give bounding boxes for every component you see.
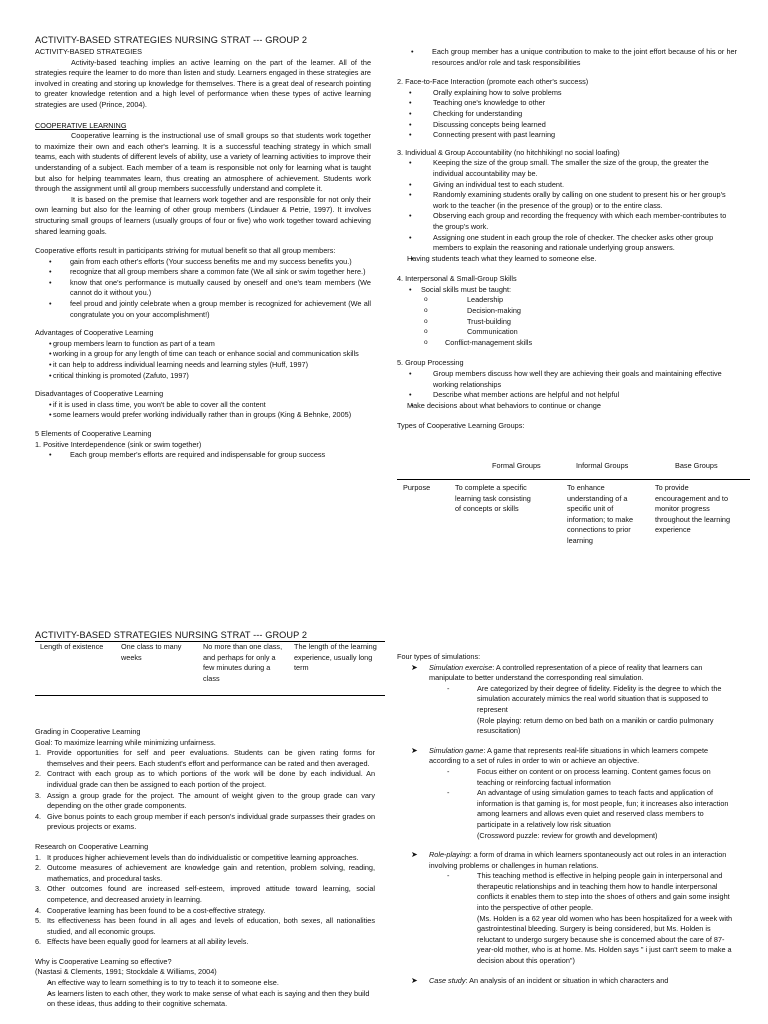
table-header-formal: Formal Groups	[492, 461, 541, 470]
list-item: • Observing each group and recording the frequency with which each member-contributes to the group's work.	[397, 211, 737, 232]
dash-item: - Focus either on content or on process learning. Content games focus on teaching or reinforcing factual information	[447, 766, 711, 787]
example: (Ms. Holden is a 62 year old women who has been hospitalized for a week with gastrointestinal bleeding. Surgery is being considered, but Ms. Holden is reluctant to undergo surgery because she is concerned about the care of 87-year-old mother, who is at home. Ms. Holden says " i just can't seem to make a decision about this operation")	[477, 913, 733, 966]
subtitle: ACTIVITY-BASED STRATEGIES	[35, 47, 143, 56]
element-3-title: 3. Individual & Group Accountability (no hitchhiking! no social loafing)	[397, 147, 620, 157]
element-1-title: 1. Positive Interdependence (sink or swim together)	[35, 439, 202, 449]
element-4-list	[397, 285, 737, 296]
list-item: • Having students teach what they learned to someone else.	[397, 254, 737, 265]
list-item: 2. Contract with each group as to which portions of the work will be done by each individual. An individual grade can then be assigned to each portion of the project.	[35, 769, 375, 789]
efforts-intro: Cooperative efforts result in participants striving for mutual benefit so that all group members:	[35, 246, 336, 256]
right-column	[397, 652, 733, 986]
list-item: • working in a group for any length of time can teach or enhance social and communication skills	[35, 349, 371, 360]
list-item: • Each group member has a unique contribution to make to the joint effort because of his or her resources and/or role and task responsibilities	[397, 47, 737, 68]
list-item: o Communication	[397, 327, 737, 338]
why-citation: (Nastasi & Clements, 1991; Stockdale & Williams, 2004)	[35, 967, 217, 977]
list-item: • Keeping the size of the group small. The smaller the size of the group, the greater the individual accountability may be.	[397, 158, 737, 179]
case-study: ➤ Case study: An analysis of an incident or situation in which characters and	[411, 975, 669, 985]
dash-item: - An advantage of using simulation games to teach facts and application of information is that gaming is, for most people, fun; it increases also interaction among learners and allows even quiet and reserved class members to participate in a relatively low risk situation	[447, 788, 729, 829]
arrow-icon: ➤	[411, 662, 418, 672]
disadvantages-title: Disadvantages of Cooperative Learning	[35, 389, 164, 399]
simulation-game: ➤ Simulation game: A game that represents real-life situations in which learners compete according to a set of rules in order to win or achieve an objective. - Focus either on content or on process learning. Content games focus on teaching or reinforcing factual information - An advantage of using simulation games to teach facts and application of information is that gaming is, for most people, fun; it increases also interaction among learners and allows even quiet and reserved class members to participate in a relatively low risk situation (Crossword puzzle: review for growth and development)	[397, 746, 733, 841]
research-title: Research on Cooperative Learning	[35, 841, 149, 851]
grading-title: Grading in Cooperative Learning	[35, 727, 141, 736]
list-item: • if it is used in class time, you won't be able to cover all the content	[35, 400, 371, 411]
grading-goal: Goal: To maximize learning while minimizing unfairness.	[35, 737, 216, 747]
page-2	[0, 600, 768, 1024]
list-item: • Make decisions about what behaviors to continue or change	[397, 401, 737, 412]
left-column	[35, 727, 375, 1010]
table-cell-informal: To enhance understanding of a specific unit of information; to make connections to prior learning	[567, 483, 634, 545]
why-list	[35, 978, 375, 1010]
example: (Role playing: return demo on bed bath on a manikin or cardio pulmonary resuscitation)	[477, 715, 714, 736]
list-item: • it can help to address individual learning needs and learning styles (Huff, 1997)	[35, 360, 371, 371]
list-item: • know that one's performance is mutually caused by oneself and one's team members (We cannot do it without you.)	[35, 278, 371, 299]
coop-title: COOPERATIVE LEARNING	[35, 120, 127, 130]
element-3-list-extra	[397, 254, 737, 265]
table-rule	[397, 479, 750, 480]
element-2-title: 2. Face-to-Face Interaction (promote each other's success)	[397, 77, 589, 87]
list-item: 3. Assign a group grade for the project. The amount of weight given to the group grade can vary depending on the other grade components.	[35, 790, 375, 811]
table-cell-informal: No more than one class, and perhaps for only a few minutes during a class	[203, 642, 283, 683]
list-item: • group members learn to function as part of a team	[35, 339, 371, 350]
table-cell-base: To provide encouragement and to monitor progress throughout the learning experience	[655, 483, 731, 535]
list-item: • feel proud and jointly celebrate when a group member is recognized for achievement (We all congratulate you on your accomplishment!)	[35, 299, 371, 320]
table-row-label: Purpose	[403, 483, 431, 492]
page-header: ACTIVITY-BASED STRATEGIES NURSING STRAT --- GROUP 2	[35, 630, 308, 640]
advantages-title: Advantages of Cooperative Learning	[35, 328, 154, 338]
table-header-base: Base Groups	[675, 461, 718, 470]
list-item: o Trust-building	[397, 317, 737, 328]
list-item: • Teaching one's knowledge to other	[397, 98, 737, 109]
list-item: 4. Give bonus points to each group member if each person's individual grade surpasses their grades on previous projects or exams.	[35, 811, 375, 832]
dash-item: - Are categorized by their degree of fidelity. Fidelity is the degree to which the simulation accurately mimics the real world situation that is supposed to represent	[447, 683, 722, 714]
social-skills-list	[397, 295, 737, 348]
efforts-list	[35, 257, 371, 321]
example: (Crossword puzzle: review for growth and development)	[477, 830, 658, 840]
types-title: Types of Cooperative Learning Groups:	[397, 421, 525, 431]
list-item: • Checking for understanding	[397, 109, 737, 120]
page-header: ACTIVITY-BASED STRATEGIES NURSING STRAT --- GROUP 2	[35, 35, 308, 45]
list-item: 5. Its effectiveness has been found in all ages and levels of education, both sexes, all nationalities studied, and all economic groups.	[35, 916, 375, 936]
list-item: • critical thinking is promoted (Zafuto, 1997)	[35, 371, 371, 382]
list-item: o Conflict-management skills	[397, 338, 737, 349]
list-item: • Orally explaining how to solve problems	[397, 88, 737, 99]
five-elements-title: 5 Elements of Cooperative Learning	[35, 429, 152, 438]
list-item: 1. Provide opportunities for self and peer evaluations. Students can be given rating forms for themselves and their peers. Each student's effort and performance can be rated and then averaged.	[35, 748, 375, 768]
list-item: • Giving an individual test to each student.	[397, 180, 737, 191]
table-bottom-rule	[35, 695, 385, 696]
left-column	[35, 47, 371, 461]
element-4-title: 4. Interpersonal & Small-Group Skills	[397, 274, 517, 284]
element-1-list-continued	[397, 47, 737, 68]
simulations-list	[397, 663, 733, 987]
list-item: • An effective way to learn something is to try to teach it to someone else.	[35, 978, 375, 989]
list-item: 3. Other outcomes found are increased self-esteem, improved attitude toward learning, social competence, and decreased anxiety in learning.	[35, 884, 375, 904]
table-cell-formal: One class to many weeks	[121, 642, 182, 662]
role-playing: ➤ Role-playing: a form of drama in which learners spontaneously act out roles in an interaction involving problems or challenges in human relations. - This teaching method is effective in helping people gain in interpersonal and therapeutic relationships and in teaching them how to handle interpersonal conflicts it enables them to step into the shoes of others and gain some insight into the perspective of other people. (Ms. Holden is a 62 year old women who has been hospitalized for a week with gastrointestinal bleeding. Surgery is being considered, but Ms. Holden is reluctant to undergo surgery because she is concerned about the care of 87-year-old mother, who is at home. Ms. Holden says " i just can't seem to make a decision about this operation")	[397, 850, 733, 967]
arrow-icon: ➤	[411, 745, 418, 755]
list-item: 4. Cooperative learning has been found to be a cost-effective strategy.	[35, 905, 266, 915]
coop-paragraph-1: Cooperative learning is the instructional use of small groups so that students work together to maximize their own and each other's learning. It is a successful teaching strategy in which small teams, each with students of different levels of ability, use a variety of learning activities to improve their understanding of a subject. Each member of a team is responsible not only for learning what is taught but also for helping teammates learn, thus creating an atmosphere of achievement. Students work through the assignment until all group members successfully understand and complete it.	[35, 131, 371, 194]
dash-item: - This teaching method is effective in helping people gain in interpersonal and therapeutic relationships and in teaching them how to handle interpersonal conflicts it enables them to step into the shoes of others and gain some insight into the perspective of other people.	[447, 871, 730, 913]
list-item: • Social skills must be taught:	[397, 285, 737, 296]
list-item: • recognize that all group members share a common fate (We all sink or swim together here.)	[35, 267, 371, 278]
list-item: 6. Effects have been equally good for learners at all ability levels.	[35, 937, 249, 947]
list-item: • Group members discuss how well they are achieving their goals and maintaining effective working relationships	[397, 369, 737, 390]
list-item: • some learners would prefer working individually rather than in groups (King & Behnke, 2005)	[35, 410, 371, 421]
list-item: • gain from each other's efforts (Your success benefits me and my success benefits you.)	[35, 257, 371, 268]
element-5-title: 5. Group Processing	[397, 358, 464, 368]
why-title: Why is Cooperative Learning so effective?	[35, 956, 172, 966]
element-1-list	[35, 450, 371, 461]
list-item: 2. Outcome measures of achievement are knowledge gain and retention, problem solving, reading, mathematics, and procedural tasks.	[35, 863, 375, 883]
advantages-list	[35, 339, 371, 381]
list-item: • Discussing concepts being learned	[397, 120, 737, 131]
arrow-icon: ➤	[411, 850, 418, 860]
simulations-intro: Four types of simulations:	[397, 652, 481, 661]
table-row-label: Length of existence	[40, 642, 104, 651]
list-item: • As learners listen to each other, they work to make sense of what each is saying and then they build on these ideas, thus adding to their cognitive schemata.	[35, 989, 375, 1010]
list-item: • Describe what member actions are helpful and not helpful	[397, 390, 737, 401]
disadvantages-list	[35, 400, 371, 421]
arrow-icon: ➤	[411, 975, 418, 985]
element-3-list	[397, 158, 737, 253]
grading-list	[35, 748, 375, 833]
table-cell-base: The length of the learning experience, usually long term	[294, 642, 377, 673]
coop-paragraph-2: It is based on the premise that learners work together and are responsible for not only their own learning but also for the learning of other group members (Lindauer & Petrie, 1997). It involves structuring small groups of learners (usually groups of four or five) who work together toward achieving shared learning goals.	[35, 194, 371, 236]
list-item: • Assigning one student in each group the role of checker. The checker asks other group members to explain the reasoning and rationale underlying group answers.	[397, 233, 737, 254]
list-item: • Randomly examining students orally by calling on one student to present his or her group's work to the teacher (in the presence of the group) or to the entire class.	[397, 190, 737, 211]
table-cell-formal: To complete a specific learning task consisting of concepts or skills	[455, 483, 531, 514]
research-list	[35, 853, 375, 948]
element-5-list-extra	[397, 401, 737, 412]
intro-paragraph: Activity-based teaching implies an active learning on the part of the learner. All of the strategies require the learner to do more than listen and study. Learners engaged in these strategies are involved in creating and storing up knowledge for themselves. There is a great deal of research pointing to greater knowledge retention and a high level of performance when these types of active learning strategies are used (Prince, 2004).	[35, 57, 371, 109]
list-item: o Leadership	[397, 295, 737, 306]
element-5-list	[397, 369, 737, 401]
list-item: 1. It produces higher achievement levels than do individualistic or competitive learning approaches.	[35, 852, 359, 862]
list-item: o Decision-making	[397, 306, 737, 317]
table-header-informal: Informal Groups	[576, 461, 629, 470]
right-column	[397, 47, 737, 432]
simulation-exercise: ➤ Simulation exercise: A controlled representation of a piece of reality that learners can manipulate to better understand the corresponding real simulation. - Are categorized by their degree of fidelity. Fidelity is the degree to which the simulation accurately mimics the real world situation that is supposed to represent (Role playing: return demo on bed bath on a manikin or cardio pulmonary resuscitation)	[397, 663, 733, 737]
element-2-list	[397, 88, 737, 141]
list-item: • Each group member's efforts are required and indispensable for group success	[35, 450, 371, 461]
list-item: • Connecting present with past learning	[397, 130, 737, 141]
